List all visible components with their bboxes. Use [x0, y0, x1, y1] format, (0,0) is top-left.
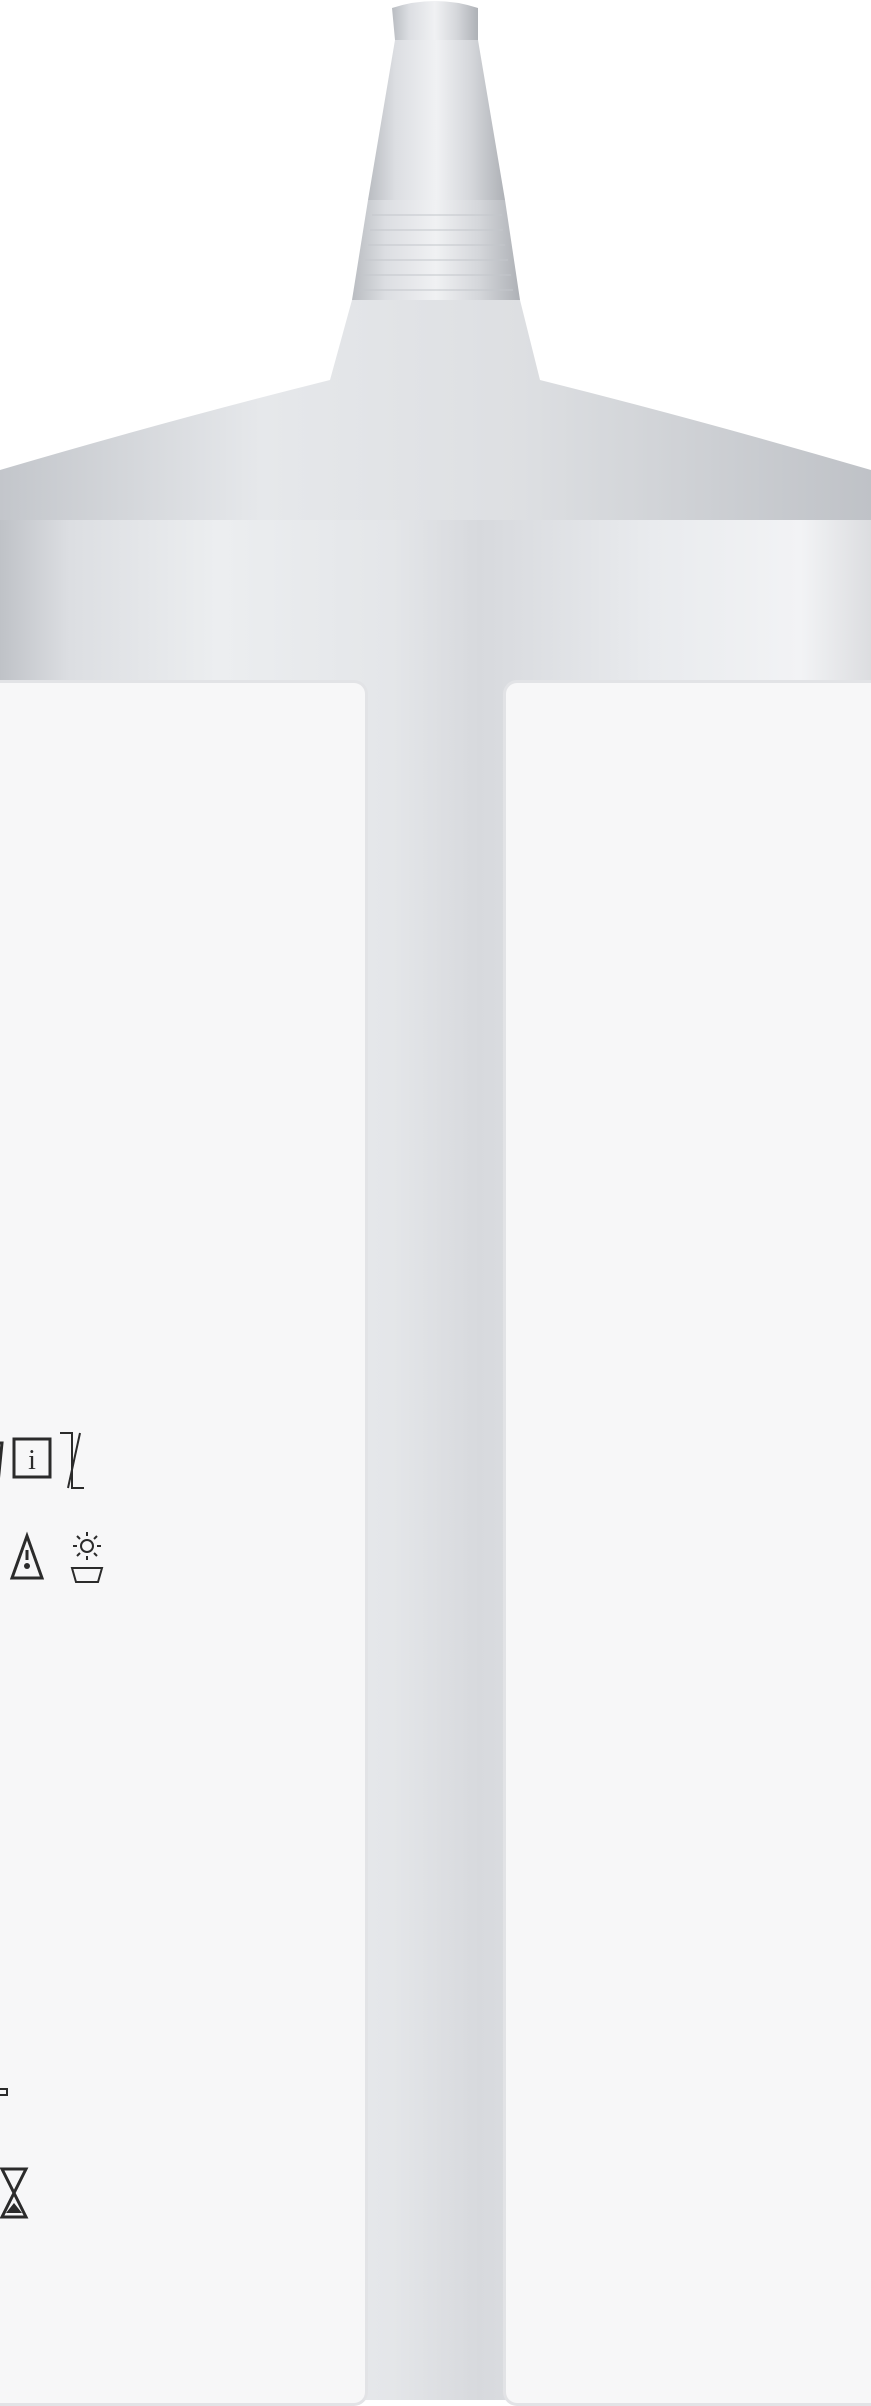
- bottle-cap: [0, 0, 871, 560]
- barcode: [280, 1443, 342, 2073]
- lot-symbol: [0, 2088, 8, 2096]
- keep-from-sunlight-icon: [62, 1528, 112, 1588]
- do-not-reuse-icon: [0, 1433, 6, 1493]
- svg-text:i: i: [28, 1445, 36, 1476]
- temperature-limit-icon: [50, 1418, 120, 1508]
- label-right: [503, 680, 871, 2406]
- label-left: [0, 680, 368, 2406]
- sterile-icon: [2, 1528, 52, 1588]
- expiry-hourglass-icon: [0, 2163, 34, 2223]
